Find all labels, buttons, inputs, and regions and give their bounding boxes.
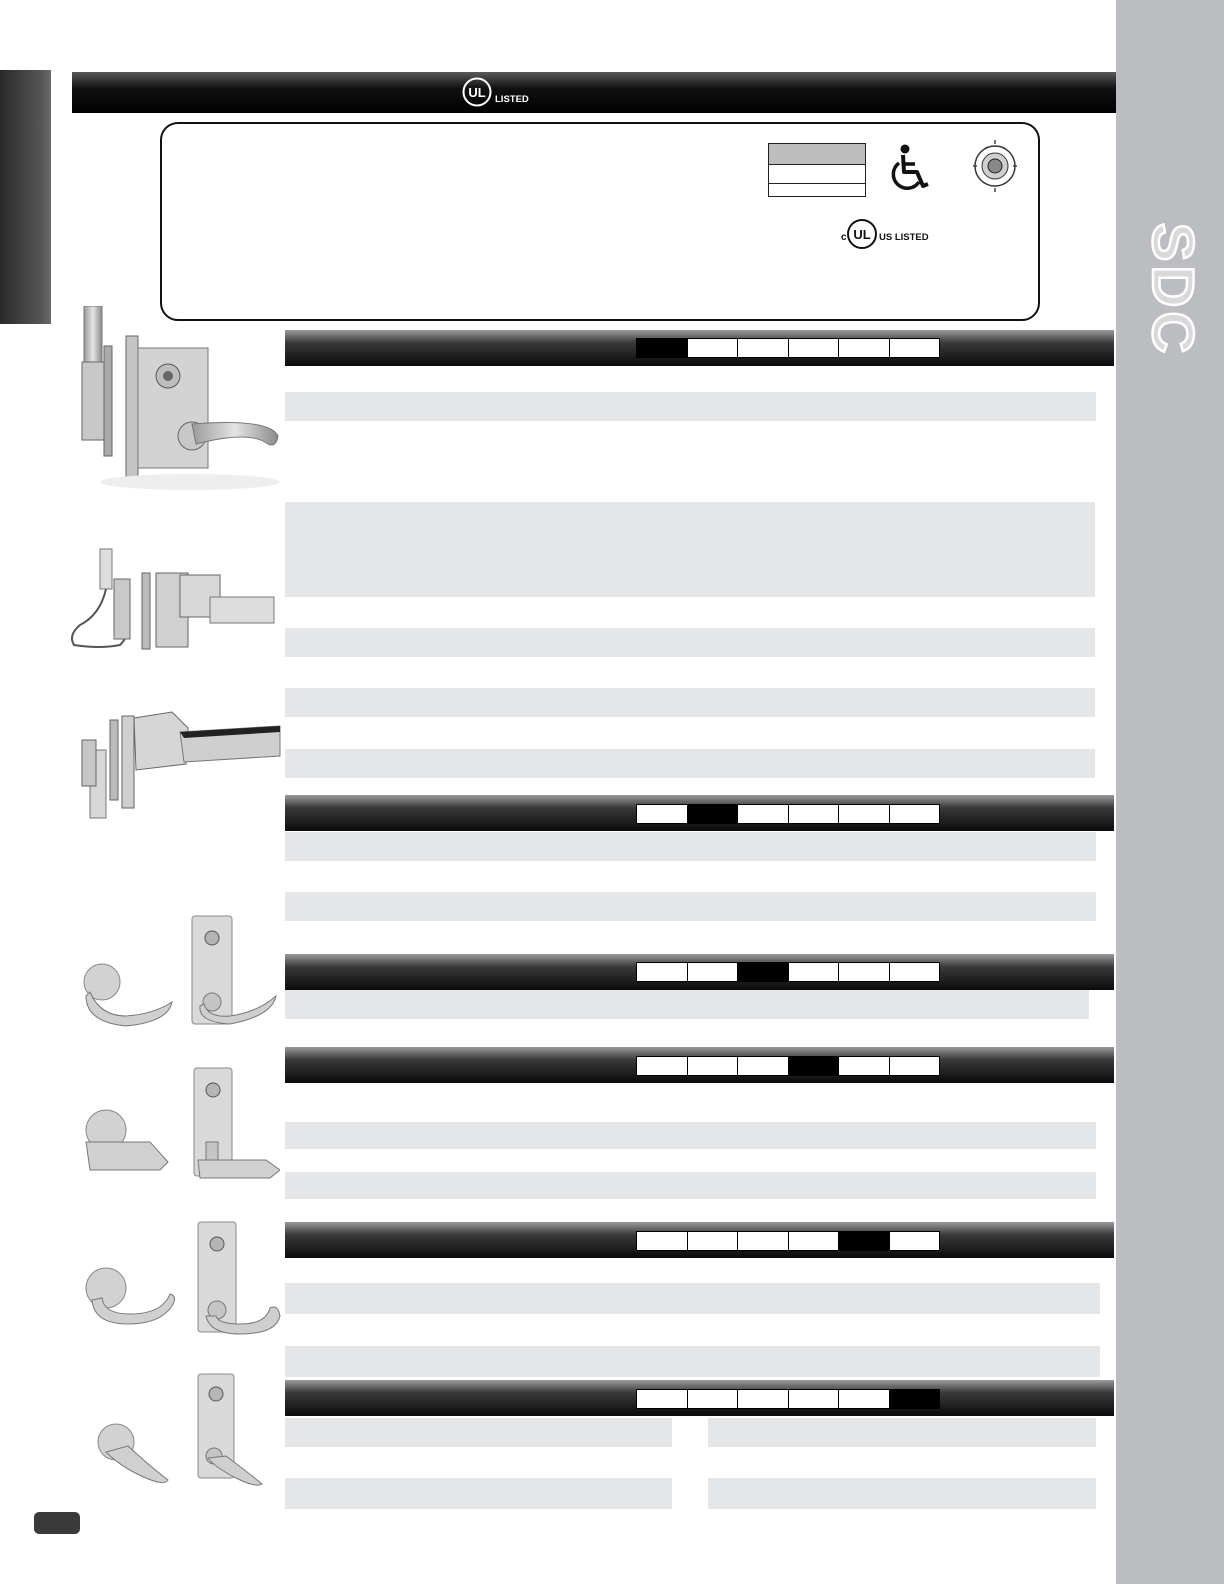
table-row-shaded bbox=[285, 832, 1096, 861]
title-banner bbox=[72, 72, 1116, 113]
indicator-segment bbox=[688, 1232, 739, 1250]
table-row-shaded bbox=[285, 688, 1095, 717]
svg-text:UL: UL bbox=[468, 85, 486, 100]
table-row-shaded bbox=[285, 392, 1096, 421]
indicator-segment bbox=[738, 1390, 789, 1408]
wheelchair-accessibility-icon bbox=[888, 144, 934, 194]
indicator-segment bbox=[637, 1057, 688, 1075]
sdc-logo-text: SDC bbox=[1140, 222, 1205, 358]
table-row-shaded bbox=[285, 990, 1089, 1019]
indicator-segment bbox=[688, 963, 739, 981]
indicator-segment bbox=[688, 339, 739, 357]
cul-us-listed-icon bbox=[839, 216, 935, 252]
table-row-shaded-right bbox=[708, 1418, 1096, 1447]
indicator-segment bbox=[637, 1232, 688, 1250]
indicator-segment bbox=[637, 1390, 688, 1408]
sdc-logo bbox=[1126, 220, 1216, 360]
indicator-segment bbox=[789, 1390, 840, 1408]
function-indicator bbox=[636, 804, 940, 824]
indicator-segment bbox=[890, 805, 940, 823]
indicator-segment bbox=[738, 1057, 789, 1075]
indicator-segment bbox=[738, 339, 789, 357]
indicator-segment bbox=[789, 1232, 840, 1250]
function-indicator bbox=[636, 1056, 940, 1076]
table-row-shaded bbox=[285, 502, 1095, 597]
indicator-segment bbox=[839, 339, 890, 357]
table-row-shaded-left bbox=[285, 1418, 672, 1447]
exit-device-with-electric-strike-image bbox=[60, 545, 275, 655]
lever-trim-style-1-image bbox=[80, 912, 280, 1028]
mortise-lock-with-lever-image bbox=[80, 306, 282, 492]
indicator-segment bbox=[789, 339, 840, 357]
indicator-segment bbox=[688, 1057, 739, 1075]
lever-trim-style-4-image bbox=[86, 1372, 266, 1494]
indicator-segment-active bbox=[890, 1390, 940, 1408]
indicator-segment bbox=[890, 339, 940, 357]
indicator-segment bbox=[839, 805, 890, 823]
table-row-shaded-right bbox=[708, 1478, 1096, 1509]
table-row-shaded bbox=[285, 1283, 1100, 1314]
function-indicator bbox=[636, 1389, 940, 1409]
indicator-segment bbox=[890, 1057, 940, 1075]
left-section-tab bbox=[0, 70, 51, 324]
table-row-shaded bbox=[285, 1346, 1100, 1377]
table-row-shaded bbox=[285, 749, 1095, 778]
lever-trim-style-2-image bbox=[80, 1066, 280, 1186]
page-number-tab bbox=[34, 1512, 80, 1534]
table-row-shaded bbox=[285, 1172, 1096, 1199]
indicator-segment bbox=[839, 963, 890, 981]
indicator-segment bbox=[839, 1057, 890, 1075]
indicator-segment bbox=[637, 963, 688, 981]
table-row-shaded bbox=[285, 892, 1096, 921]
indicator-segment bbox=[789, 805, 840, 823]
table-row-shaded-left bbox=[285, 1478, 672, 1509]
indicator-segment-active bbox=[688, 805, 739, 823]
function-indicator bbox=[636, 338, 940, 358]
cul-c-label: c bbox=[841, 232, 847, 243]
table-row-shaded bbox=[285, 1122, 1096, 1149]
function-indicator bbox=[636, 1231, 940, 1251]
indicator-segment bbox=[789, 963, 840, 981]
lever-trim-style-3-image bbox=[80, 1220, 282, 1342]
exit-device-image bbox=[80, 710, 282, 822]
indicator-segment bbox=[839, 1390, 890, 1408]
cul-us-listed-label: US LISTED bbox=[879, 232, 929, 243]
indicator-segment bbox=[738, 805, 789, 823]
legend-row bbox=[769, 165, 865, 184]
indicator-segment-active bbox=[637, 339, 688, 357]
indicator-segment bbox=[637, 805, 688, 823]
certification-seal-icon bbox=[972, 140, 1018, 192]
indicator-segment bbox=[890, 963, 940, 981]
indicator-segment bbox=[688, 1390, 739, 1408]
indicator-segment-active bbox=[738, 963, 789, 981]
indicator-segment-active bbox=[839, 1232, 890, 1250]
ul-listed-icon bbox=[462, 76, 532, 108]
function-legend-table bbox=[768, 143, 866, 197]
function-indicator bbox=[636, 962, 940, 982]
ul-listed-label: LISTED bbox=[495, 94, 529, 105]
indicator-segment bbox=[738, 1232, 789, 1250]
indicator-segment-active bbox=[789, 1057, 840, 1075]
svg-text:UL: UL bbox=[853, 227, 871, 242]
legend-row-shaded bbox=[769, 144, 865, 165]
table-row-shaded bbox=[285, 628, 1095, 657]
indicator-segment bbox=[890, 1232, 940, 1250]
